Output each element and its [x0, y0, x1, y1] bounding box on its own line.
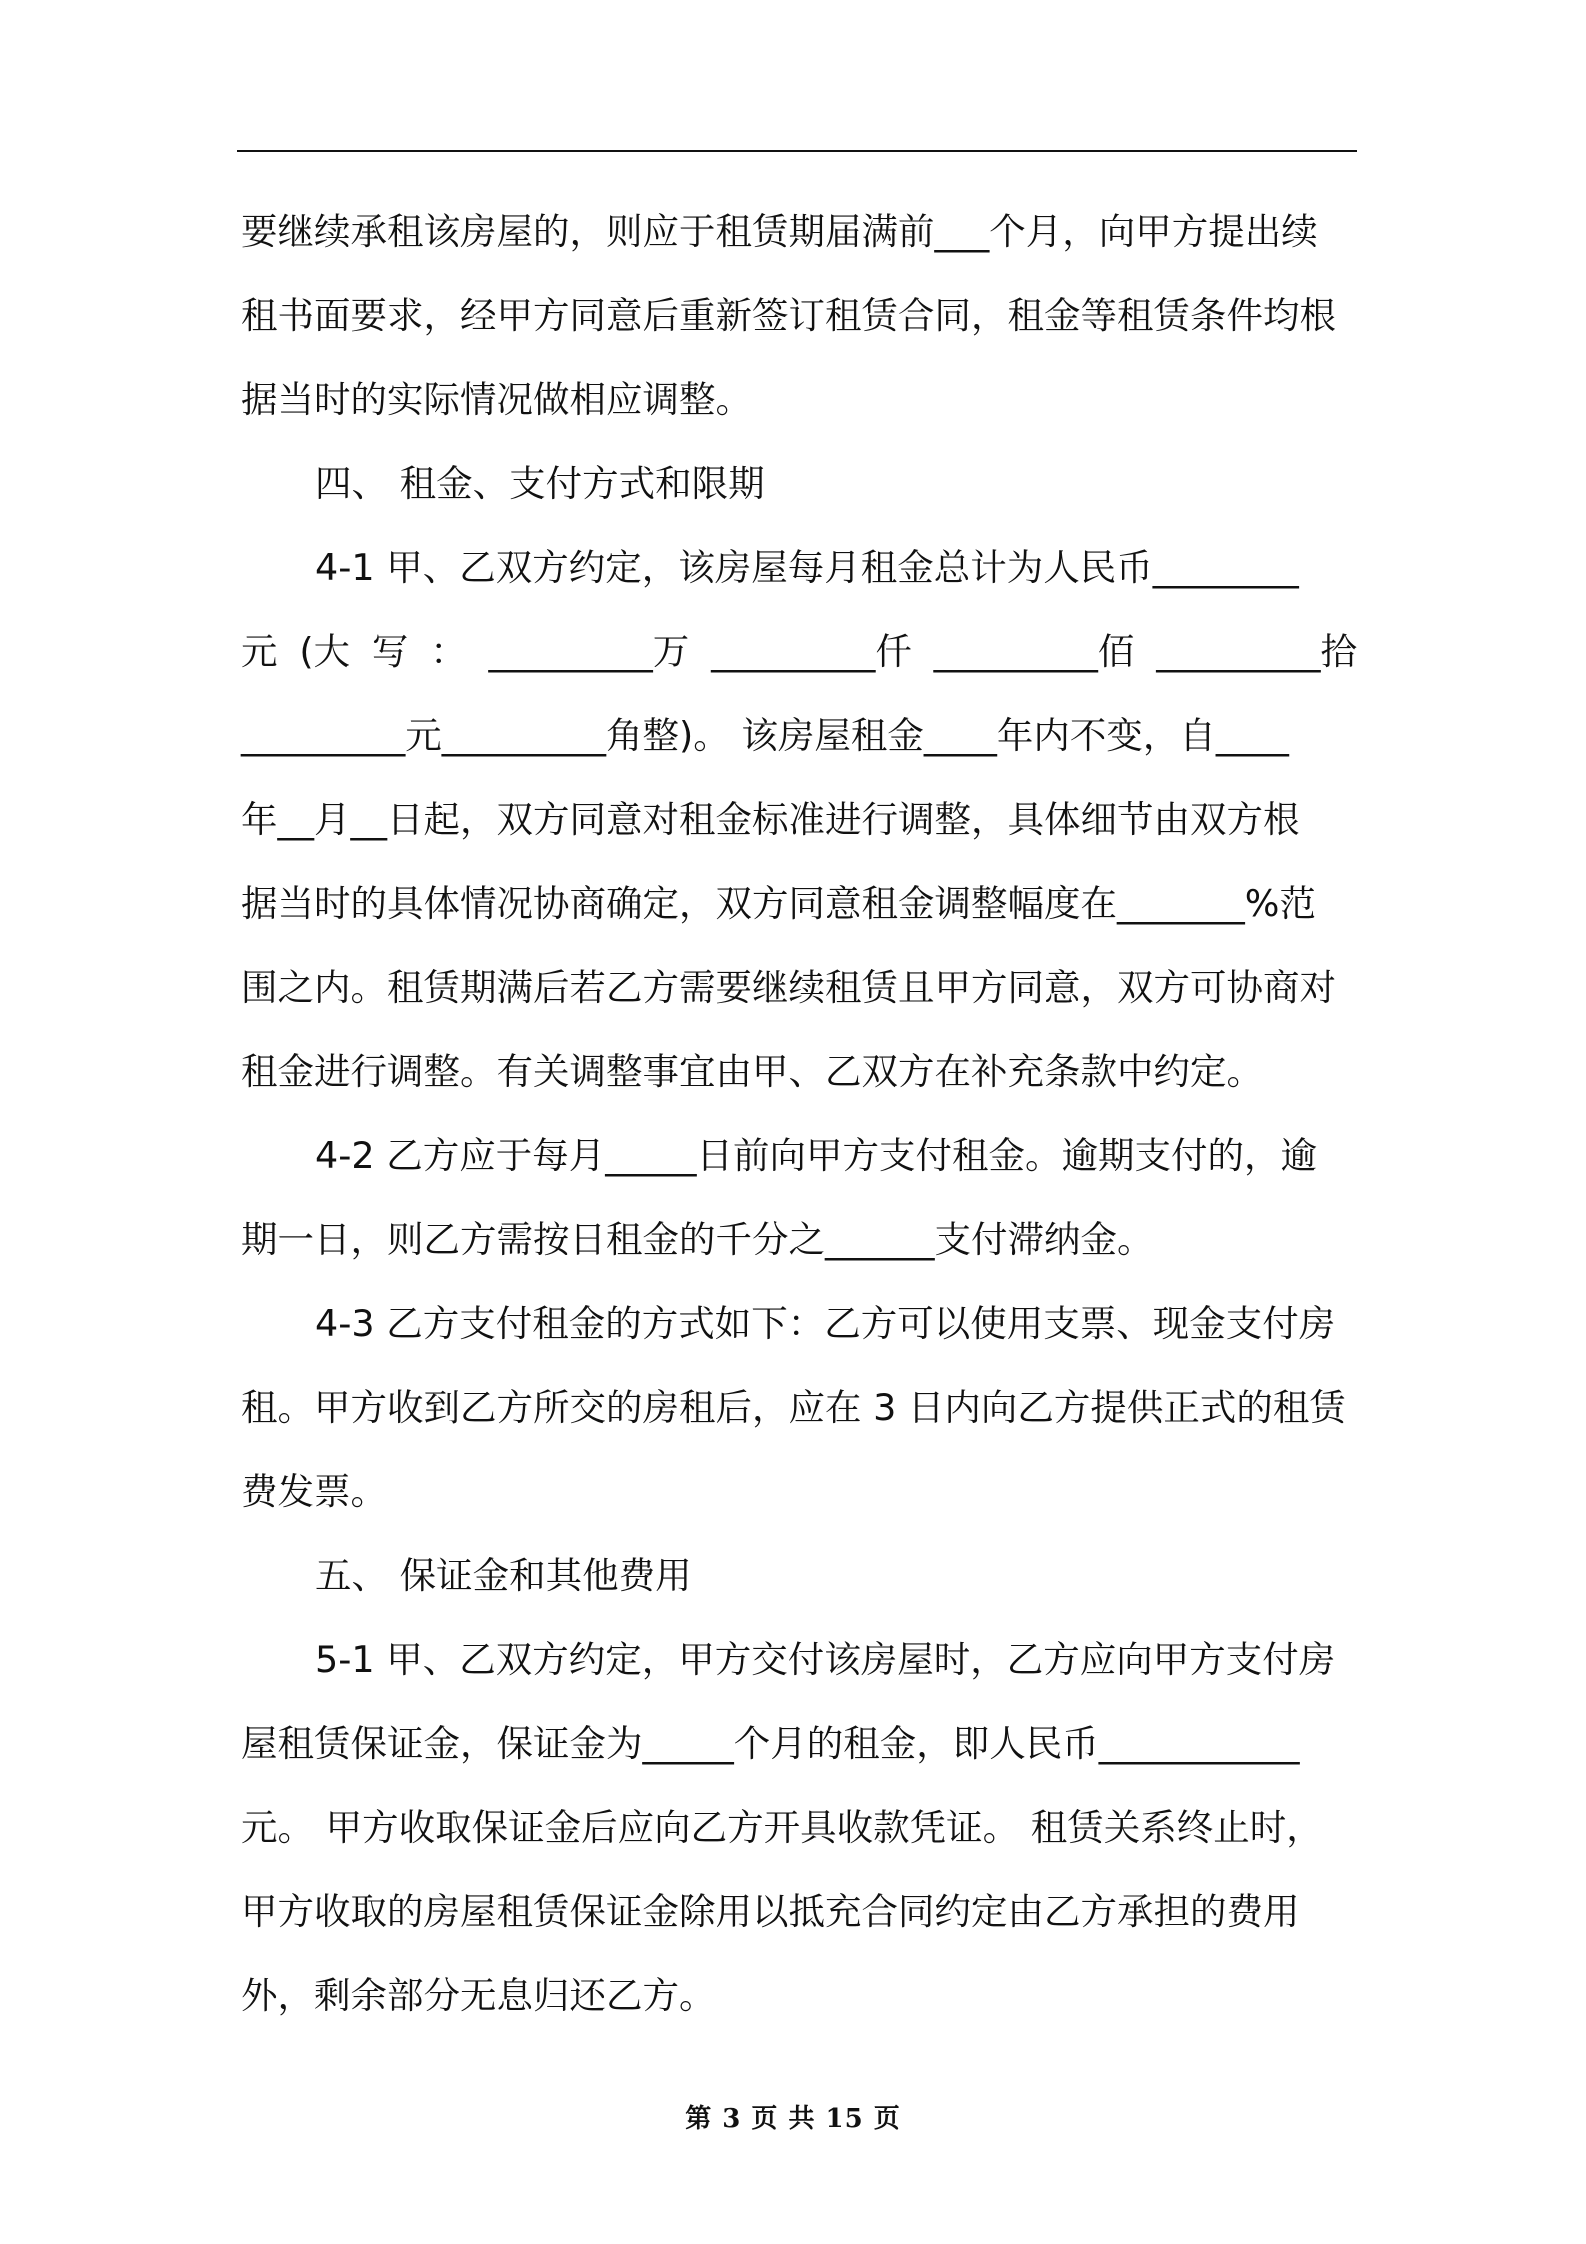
clause-4-1-line: _________元_________角整)。 该房屋租金____年内不变，自____: [241, 714, 1289, 757]
clause-4-1-line: 租金进行调整。有关调整事宜由甲、乙双方在补充条款中约定。: [241, 1050, 1263, 1093]
amount-segment: (大: [299, 630, 351, 673]
amount-segment: _________拾: [1156, 630, 1357, 673]
header-rule: [237, 150, 1357, 152]
clause-5-1-line: 5-1 甲、乙双方约定，甲方交付该房屋时，乙方应向甲方支付房: [315, 1638, 1336, 1681]
amount-segment: _________仟: [711, 630, 912, 673]
section-heading-5: 五、 保证金和其他费用: [315, 1554, 692, 1597]
document-body: [241, 190, 1357, 2038]
clause-4-1-line: 年__月__日起，双方同意对租金标准进行调整，具体细节由双方根: [241, 798, 1300, 841]
clause-4-1-line: 据当时的具体情况协商确定，双方同意租金调整幅度在_______%范: [241, 882, 1316, 925]
clause-4-3-line: 4-3 乙方支付租金的方式如下：乙方可以使用支票、现金支付房: [315, 1302, 1336, 1345]
clause-5-1-line: 屋租赁保证金，保证金为_____个月的租金，即人民币___________: [241, 1722, 1300, 1765]
clause-4-2-line: 4-2 乙方应于每月_____日前向甲方支付租金。逾期支付的，逾: [315, 1134, 1317, 1177]
clause-5-1-line: 元。 甲方收取保证金后应向乙方开具收款凭证。 租赁关系终止时，: [241, 1806, 1323, 1849]
text-line: 租书面要求，经甲方同意后重新签订租赁合同，租金等租赁条件均根: [241, 294, 1336, 337]
text-line: 要继续承租该房屋的，则应于租赁期届满前___个月，向甲方提出续: [241, 210, 1318, 253]
text-line: 据当时的实际情况做相应调整。: [241, 378, 752, 421]
clause-5-1-line: 外，剩余部分无息归还乙方。: [241, 1974, 716, 2017]
clause-4-2-line: 期一日，则乙方需按日租金的千分之______支付滞纳金。: [241, 1218, 1154, 1261]
clause-4-1-amount-line: [241, 610, 1357, 694]
clause-4-1-line: 4-1 甲、乙双方约定，该房屋每月租金总计为人民币________: [315, 546, 1299, 589]
amount-segment: 写: [371, 630, 409, 673]
amount-segment: ：: [430, 630, 467, 673]
amount-segment: 元: [241, 630, 278, 673]
section-heading-4: 四、 租金、支付方式和限期: [315, 462, 765, 505]
clause-4-1-line: 围之内。租赁期满后若乙方需要继续租赁且甲方同意，双方可协商对: [241, 966, 1336, 1009]
page-number: 第 3 页 共 15 页: [685, 2104, 901, 2134]
amount-segment: _________佰: [933, 630, 1135, 673]
amount-segment: _________万: [488, 630, 690, 673]
clause-4-3-line: 费发票。: [241, 1470, 387, 1513]
clause-5-1-line: 甲方收取的房屋租赁保证金除用以抵充合同约定由乙方承担的费用: [241, 1890, 1300, 1933]
clause-4-3-line: 租。甲方收到乙方所交的房租后，应在 3 日内向乙方提供正式的租赁: [241, 1386, 1346, 1429]
